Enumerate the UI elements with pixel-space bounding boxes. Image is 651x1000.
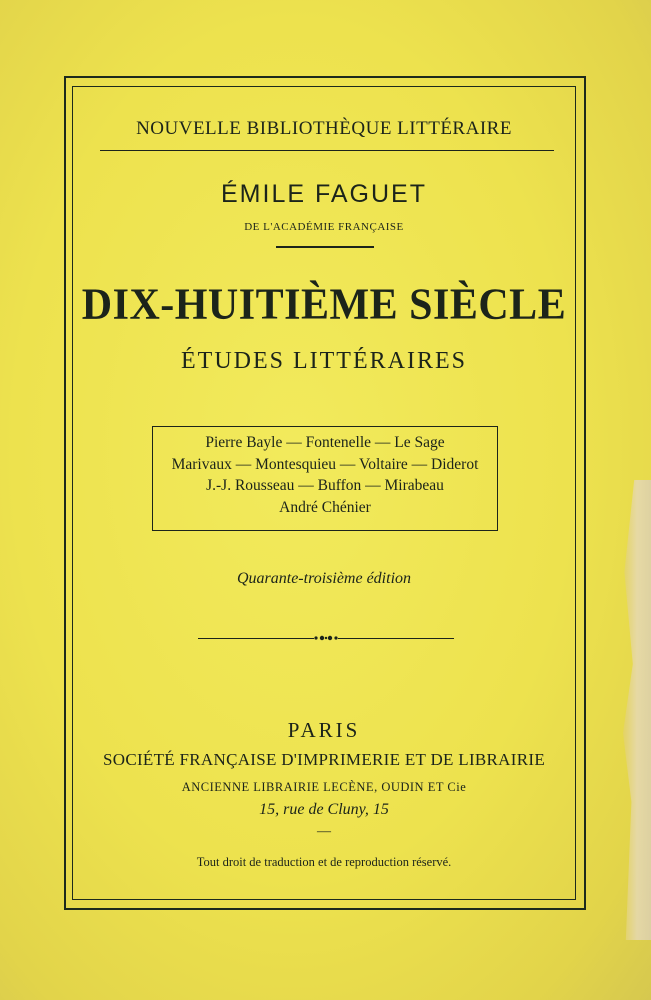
author-name: ÉMILE FAGUET — [221, 180, 427, 208]
book-subtitle: ÉTUDES LITTÉRAIRES — [181, 348, 467, 374]
subject-line: André Chénier — [279, 498, 371, 516]
former-publisher: ANCIENNE LIBRAIRIE LECÈNE, OUDIN ET Cie — [181, 780, 467, 794]
publisher-city: PARIS — [287, 718, 361, 742]
edition-note: Quarante-troisième édition — [236, 570, 412, 587]
ornament-rule-right — [338, 638, 454, 639]
subject-line: Pierre Bayle — Fontenelle — Le Sage — [205, 434, 445, 451]
author-affiliation: DE L'ACADÉMIE FRANÇAISE — [244, 221, 404, 233]
series-rule — [100, 150, 554, 151]
author-rule — [276, 246, 374, 248]
subject-line: J.-J. Rousseau — Buffon — Mirabeau — [206, 477, 444, 494]
subject-line: Marivaux — Montesquieu — Voltaire — Diderot — [171, 455, 479, 473]
ornament-icon — [312, 632, 340, 644]
publisher-address: 15, rue de Cluny, 15 — [259, 801, 389, 818]
book-title: DIX-HUITIÈME SIÈCLE — [81, 280, 567, 330]
ornament-rule-left — [198, 638, 314, 639]
rights-notice: Tout droit de traduction et de reproduction réservé. — [196, 855, 452, 869]
subjects-box — [152, 426, 498, 531]
publisher-name: SOCIÉTÉ FRANÇAISE D'IMPRIMERIE ET DE LIBRAIRIE — [102, 750, 546, 769]
separator-dash: — — [317, 824, 331, 839]
torn-edge — [623, 480, 651, 940]
series-title: NOUVELLE BIBLIOTHÈQUE LITTÉRAIRE — [136, 118, 512, 139]
